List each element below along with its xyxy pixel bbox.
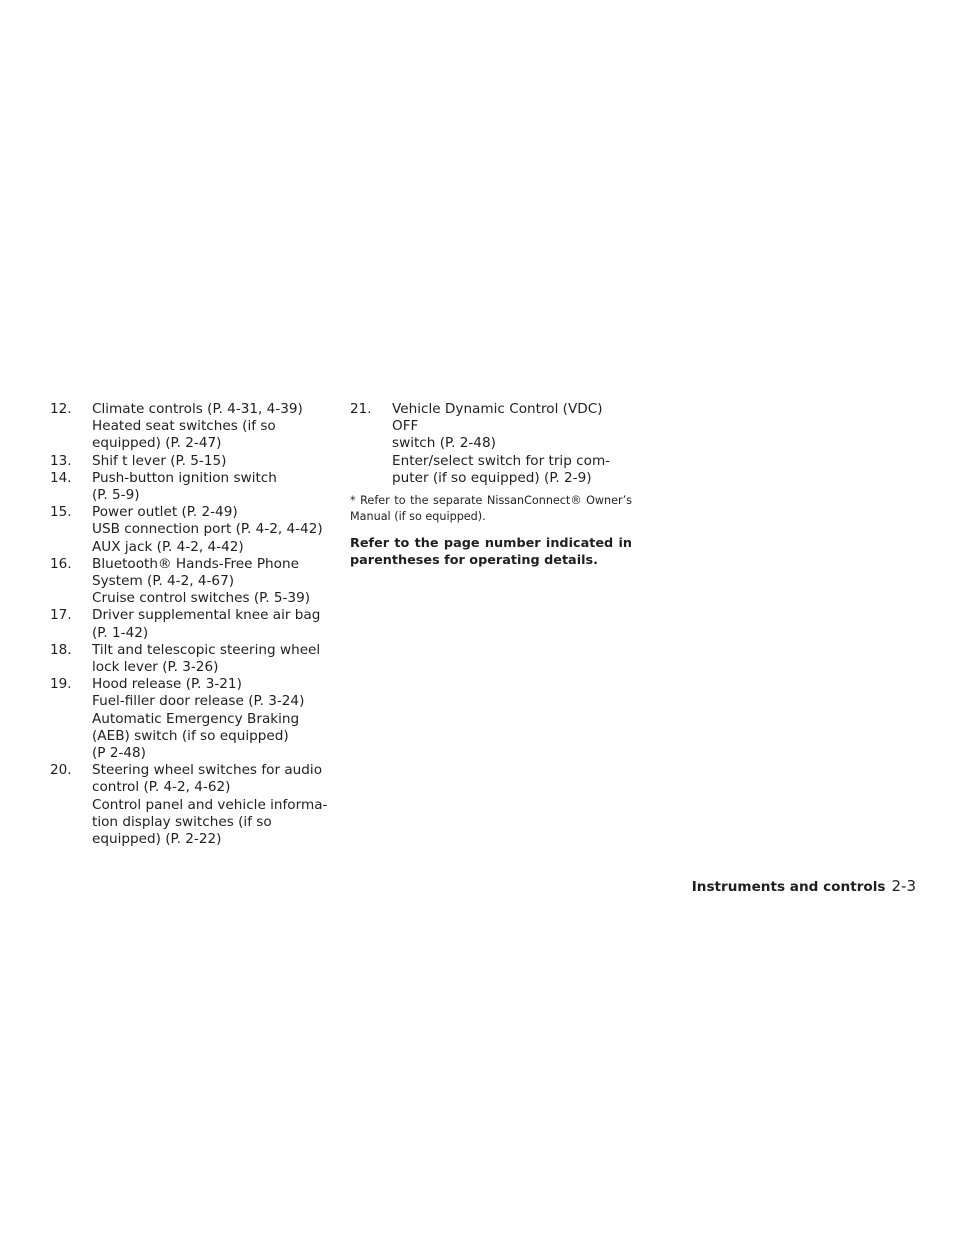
item-line: (P. 5-9) [92,487,140,504]
item-line: equipped) (P. 2-22) [92,831,222,848]
item-line: Driver supplemental knee air bag [92,607,321,624]
item-number: 13. [50,452,72,469]
page-footer [692,877,916,895]
item-line: Steering wheel switches for audio [92,762,323,779]
item-line: lock lever (P. 3-26) [92,659,219,676]
item-line: Enter/select switch for trip com- [392,452,611,469]
list-item [50,676,332,762]
item-line: (AEB) switch (if so equipped) [92,727,289,744]
item-number: 20. [50,762,72,779]
item-number: 16. [50,555,72,572]
item-line: Fuel-filler door release (P. 3-24) [92,693,305,710]
item-text [90,607,332,641]
list-item [350,401,632,487]
item-text [90,453,332,470]
page-number: 2-3 [891,877,916,895]
item-text [90,470,332,504]
item-line: (P. 1-42) [92,624,149,641]
operating-details-note: Refer to the page number indicated in parentheses for operating details. [350,536,632,569]
list-item [50,556,332,608]
list-item [50,762,332,848]
item-line: Climate controls (P. 4-31, 4-39) [92,401,303,417]
item-line: Control panel and vehicle informa- [92,796,328,813]
item-line: Power outlet (P. 2-49) [92,504,238,521]
list-item [50,504,332,556]
item-text [90,556,332,608]
item-number: 12. [50,401,72,417]
item-text [90,642,332,676]
item-line: Automatic Emergency Braking [92,710,300,727]
item-text [90,676,332,762]
item-line: System (P. 4-2, 4-67) [92,573,235,590]
item-number: 21. [350,401,372,417]
item-text [90,504,332,556]
item-text [90,762,332,848]
right-column [350,401,632,569]
item-text [390,401,632,487]
item-line: puter (if so equipped) (P. 2-9) [392,469,592,486]
footnote: * Refer to the separate NissanConnect® Owner’s Manual (if so equipped). [350,494,632,524]
item-line: USB connection port (P. 4-2, 4-42) [92,521,323,538]
item-number: 17. [50,607,72,624]
item-number: 18. [50,641,72,658]
item-line: Shif t lever (P. 5-15) [92,452,227,469]
footer-section-title: Instruments and controls [691,879,886,895]
item-number: 19. [50,676,72,693]
item-line: Push-button ignition switch [92,469,277,486]
item-line: Vehicle Dynamic Control (VDC) OFF [392,401,603,435]
item-line: (P 2-48) [92,745,146,762]
left-column [50,401,332,848]
item-line: Heated seat switches (if so [92,418,276,435]
item-number: 14. [50,469,72,486]
list-item [50,453,332,470]
list-item [50,607,332,641]
item-line: Hood release (P. 3-21) [92,676,242,693]
item-text [90,401,332,453]
list-item [50,642,332,676]
item-line: AUX jack (P. 4-2, 4-42) [92,538,244,555]
item-line: equipped) (P. 2-47) [92,435,222,452]
list-item [50,470,332,504]
item-line: switch (P. 2-48) [392,435,496,452]
item-number: 15. [50,504,72,521]
item-line: Tilt and telescopic steering wheel [92,641,321,658]
item-line: tion display switches (if so [92,813,272,830]
item-line: Bluetooth® Hands-Free Phone [92,555,299,572]
item-line: control (P. 4-2, 4-62) [92,779,231,796]
list-item [50,401,332,453]
right-item-list [350,401,632,487]
item-line: Cruise control switches (P. 5-39) [92,590,311,607]
